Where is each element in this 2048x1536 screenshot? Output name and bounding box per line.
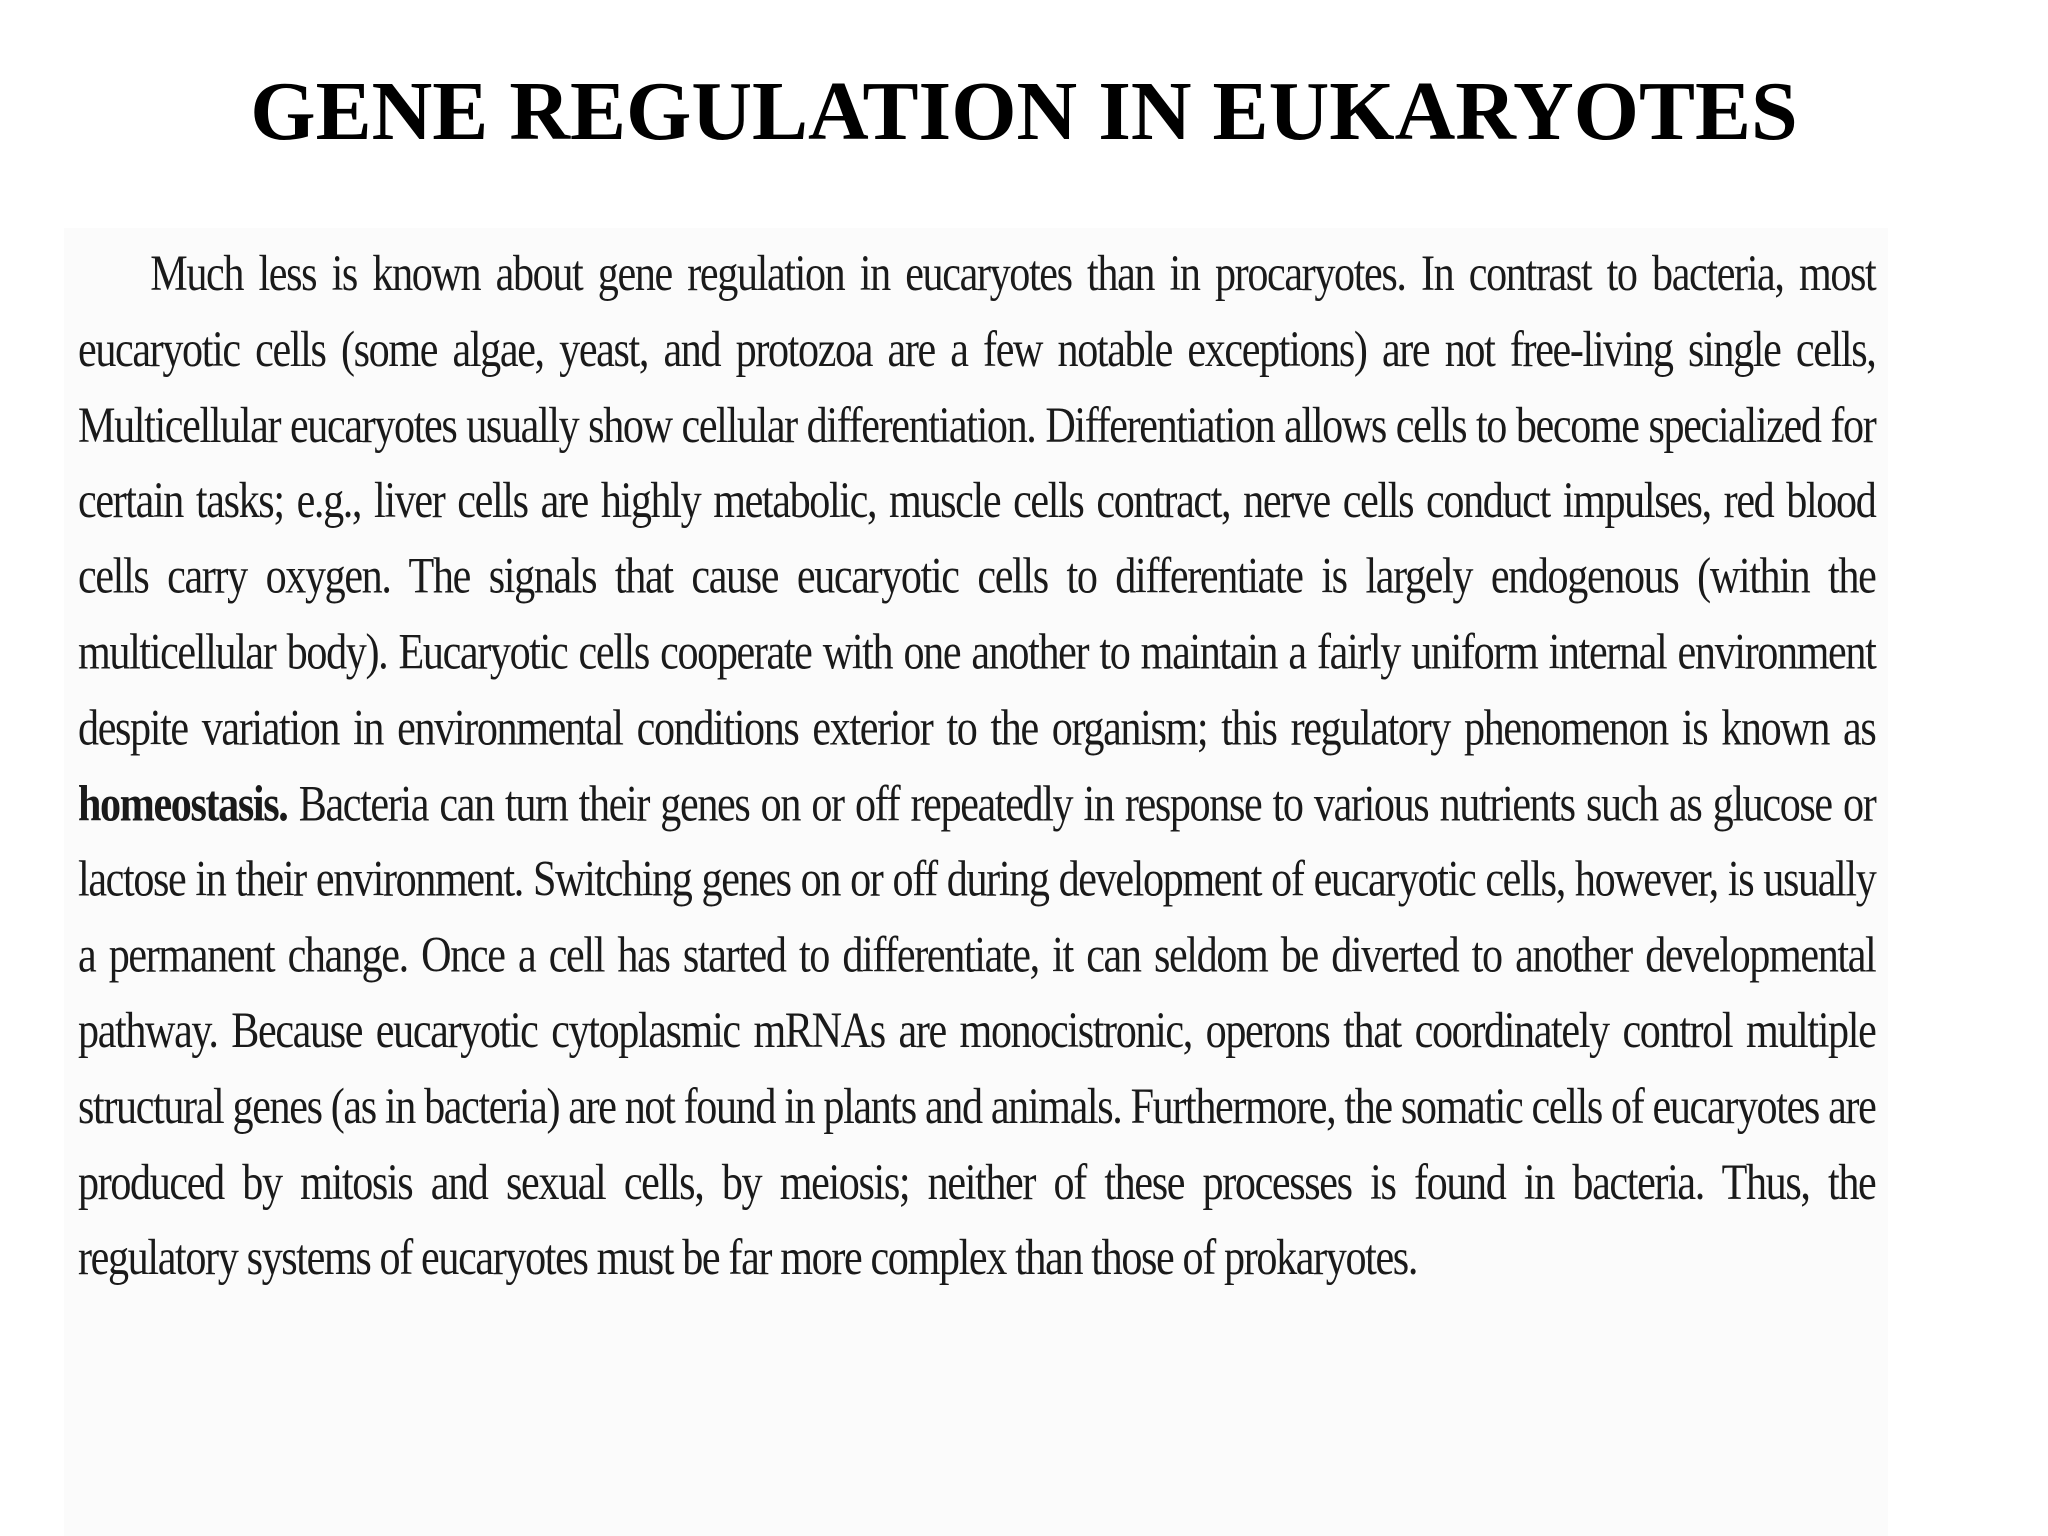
paragraph-text-before: Much less is known about gene regulation in eucaryotes than in procaryotes. In contrast to bacteria, most eucaryotic cells (some algae, yeast, and protozoa are a few notable exceptions) are not free-living single cells, Multicellular eucaryotes usually show cellular differentiation. Differentiation allows cells to become specialized for certain tasks; e.g., liver cells are highly metabolic, muscle cells contract, nerve cells conduct impulses, red blood cells carry oxygen. The signals that cause eucaryotic cells to differentiate is largely endogenous (within the multicellular body). Eucaryotic cells cooperate with one another to maintain a fairly uniform internal environment despite variation in environmental conditions exterior to the organism; this regulatory phenomenon is known as [78,244,1876,756]
homeostasis-term: homeostasis. [78,774,288,832]
paragraph-text-after: Bacteria can turn their genes on or off repeatedly in response to various nutrients such as glucose or lactose in their environment. Switching genes on or off during development of eucaryotic cells, however, is usually a permanent change. Once a cell has started to differentiate, it can seldom be diverted to another developmental pathway. Because eucaryotic cytoplasmic mRNAs are monocistronic, operons that coordinately control multiple structural genes (as in bacteria) are not found in plants and animals. Furthermore, the somatic cells of eucaryotes are produced by mitosis and sexual cells, by meiosis; neither of these processes is found in bacteria. Thus, the regulatory systems of eucaryotes must be far more complex than those of prokaryotes. [78,774,1876,1286]
slide-title: GENE REGULATION IN EUKARYOTES [250,65,1798,158]
body-paragraph [78,236,1875,1296]
